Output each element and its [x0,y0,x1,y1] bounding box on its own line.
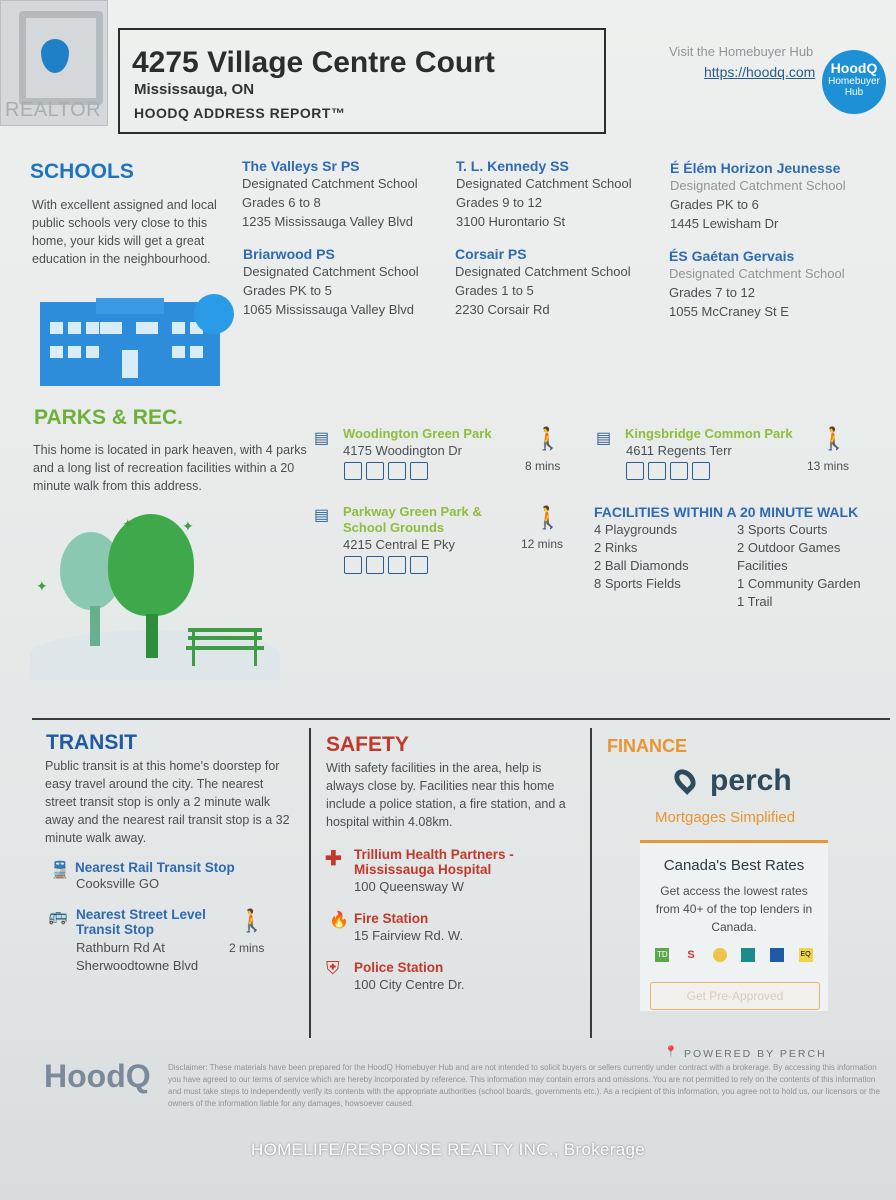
window [172,346,185,358]
school-type: Designated Catchment School [242,176,418,191]
school-card [242,158,442,231]
brokerage-watermark: HOMELIFE/RESPONSE REALTY INC., Brokerage [251,1140,645,1159]
door [122,350,138,378]
park-name: Woodington Green Park [343,426,492,441]
bus-icon: 🚌 [48,908,68,925]
school-building-illustration [40,302,220,386]
bird-icon: ✦ [182,518,194,534]
perch-tagline: Mortgages Simplified [655,809,796,826]
school-address: 1055 McCraney St E [669,304,789,319]
powered-by-perch: POWERED BY PERCH [684,1048,827,1060]
school-card [455,246,655,319]
park-amenity-icons [344,462,432,480]
window [68,322,81,334]
bird-icon: ✦ [36,578,48,594]
window [136,322,158,334]
school-card [243,246,443,319]
perch-pin-icon [670,765,700,795]
school-name: É Élém Horizon Jeunesse [670,160,841,176]
train-icon: 🚆 [50,862,70,879]
get-pre-approved-button[interactable]: Get Pre-Approved [650,982,820,1010]
walk-time: 8 mins [525,459,561,473]
facility-item: 2 Ball Diamonds [594,558,689,573]
lender-badge: EQ [799,948,813,962]
police-station-title: Police Station [354,960,444,975]
school-grades: Grades 6 to 8 [242,195,321,210]
playground-icon [344,462,362,480]
school-card [670,160,870,233]
park-name: Kingsbridge Common Park [625,426,793,441]
window [172,322,185,334]
school-name: ÉS Gaétan Gervais [669,248,795,264]
transit-blurb: Public transit is at this home's doorstep for easy travel around the city. The nearest street transit stop is only a 2 minute walk away and the nearest rail transit stop is a 32 minute walk away. [45,759,290,845]
school-address: 3100 Hurontario St [456,214,566,229]
facility-item: 8 Sports Fields [594,576,681,591]
sports-field-icon [366,556,384,574]
school-grades: Grades 1 to 5 [455,283,534,298]
tree-trunk [146,614,158,658]
rail-stop-title: Nearest Rail Transit Stop [75,860,235,875]
park-address: 4611 Regents Terr [626,443,732,458]
school-type: Designated Catchment School [243,264,419,279]
hoodq-badge-sub: Homebuyer Hub [828,76,880,98]
facility-item: Facilities [737,558,788,573]
window [86,346,99,358]
police-shield-icon: ⛨ [326,958,340,978]
street-stop-name: Rathburn Rd At [76,940,165,955]
bench-icon [410,556,428,574]
school-name: T. L. Kennedy SS [456,158,569,174]
playground-icon [344,556,362,574]
report-title: HOODQ ADDRESS REPORT™ [134,105,346,121]
school-grades: Grades 7 to 12 [669,285,755,300]
park-amenity-icons [626,462,714,480]
column-divider [309,728,311,1038]
location-pin-icon: 📍 [664,1046,678,1058]
walking-person-icon: 🚶 [534,505,562,530]
tree-trunk [90,606,100,646]
sports-field-icon [366,462,384,480]
park-address: 4175 Woodington Dr [343,443,463,458]
facilities-list-left [594,521,689,593]
lender-badges [648,948,820,962]
window [100,322,122,334]
hub-link[interactable]: https://hoodq.com [704,64,816,80]
lender-badge: S [687,949,695,961]
school-grades: Grades PK to 5 [243,283,332,298]
facility-item: 2 Outdoor Games [737,540,841,555]
facility-item: 3 Sports Courts [737,522,828,537]
award-badge-icon [194,294,234,334]
school-type: Designated Catchment School [455,264,631,279]
street-stop-name-line2: Sherwoodtowne Blvd [76,958,199,973]
finance-title: FINANCE [607,736,687,756]
hub-visit-text: Visit the Homebuyer Hub [669,44,814,59]
school-type: Designated Catchment School [669,266,845,281]
facility-item: 4 Playgrounds [594,522,678,537]
school-grades: Grades PK to 6 [670,197,759,212]
facility-item: 1 Trail [737,594,773,609]
school-grades: Grades 9 to 12 [456,195,542,210]
garden-icon [670,462,688,480]
park-name-line2: School Grounds [343,520,445,535]
facility-item: 1 Community Garden [737,576,861,591]
hospital-name-line2: Mississauga Hospital [354,862,492,877]
fire-station-title: Fire Station [354,911,429,926]
school-address: 2230 Corsair Rd [455,302,550,317]
playground-icon [626,462,644,480]
realtor-logo [0,0,108,126]
column-divider [590,728,592,1038]
bench-icon: ▤ [314,507,330,524]
parks-blurb: This home is located in park heaven, with 4 parks and a long list of recreation facilities within a 20 minute walk from this address. [33,443,307,493]
hoodq-footer-logo: HoodQ [44,1058,151,1094]
street-stop-title-line2: Transit Stop [76,922,155,937]
facilities-title: FACILITIES WITHIN A 20 MINUTE WALK [594,504,859,520]
safety-blurb: With safety facilities in the area, help is always close by. Facilities near this home include a police station, a fire station, and a hospital within 4.08km. [326,761,566,829]
street-stop-title: Nearest Street Level [76,907,206,922]
window [190,346,203,358]
walking-person-icon: 🚶 [820,426,848,451]
disclaimer-text: Disclaimer: These materials have been prepared for the HoodQ Homebuyer Hub and are not intended to solicit buyers or sellers currently under contract with a brokerage. By accessing this information you have agreed to our terms of service which are hereby incorporated by reference. This information may contain errors and omissions. You are not permitted to rely on the contents of this information and must take steps to independently verify its contents with the appropriate authorities (school boards, governments etc.). As a recipient of this information, you agree not to hold us, our licensors or the owners of the information liable for any damages, howsoever caused. [168,1063,880,1108]
parks-title: PARKS & REC. [34,406,183,429]
school-type: Designated Catchment School [670,178,846,193]
walking-person-icon: 🚶 [238,908,266,933]
walk-time: 2 mins [229,941,265,955]
walk-time: 13 mins [807,459,850,473]
tennis-icon [388,556,406,574]
hospital-cross-icon: ✚ [325,848,342,870]
schools-title: SCHOOLS [30,160,134,183]
walk-time: 12 mins [521,537,564,551]
school-name: The Valleys Sr PS [242,158,360,174]
perch-logo: perch [710,764,792,797]
school-name: Corsair PS [455,246,527,262]
window [86,322,99,334]
bench-icon [388,462,406,480]
realtor-logo-text: REALTOR [5,99,102,121]
bird-icon: ✦ [122,516,134,532]
school-card [669,248,869,321]
window [50,346,63,358]
property-address: 4275 Village Centre Court [132,46,495,79]
park-bench-icon [186,626,264,666]
hospital-name: Trillium Health Partners - [354,847,514,862]
perch-card-title: Canada's Best Rates [663,857,805,874]
lender-badge: TD [655,948,669,962]
bench-icon: ▤ [314,430,330,447]
skate-icon [648,462,666,480]
school-address: 1065 Mississauga Valley Blvd [243,302,415,317]
school-type: Designated Catchment School [456,176,632,191]
window [50,322,63,334]
perch-card-text: Get access the lowest rates from 40+ of the top lenders in Canada. [655,884,813,934]
school-address: 1235 Mississauga Valley Blvd [242,214,414,229]
school-card [456,158,656,231]
bench-icon: ▤ [596,430,612,447]
transit-title: TRANSIT [46,731,137,754]
fire-station-address: 15 Fairview Rd. W. [354,928,464,943]
hoodq-badge [822,50,886,114]
hoodq-badge-title: HoodQ [830,60,878,76]
school-name: Briarwood PS [243,246,335,262]
section-divider [32,718,890,720]
park-amenity-icons [344,556,432,574]
activity-icon [410,462,428,480]
schools-blurb: With excellent assigned and local public schools very close to this home, your kids will get a great education in the neighbourhood. [32,198,217,266]
police-station-address: 100 City Centre Dr. [354,977,465,992]
sports-field-icon [692,462,710,480]
school-address: 1445 Lewisham Dr [670,216,779,231]
safety-title: SAFETY [326,733,409,756]
rail-stop-name: Cooksville GO [76,876,160,891]
park-address: 4215 Central E Pky [343,537,456,552]
lender-badge [770,948,784,962]
lender-badge [741,948,755,962]
building-sign [96,298,164,314]
park-name: Parkway Green Park & [343,504,482,519]
flame-icon: 🔥 [329,912,349,929]
hospital-address: 100 Queensway W [354,879,464,894]
facility-item: 2 Rinks [594,540,638,555]
lender-badge [713,948,727,962]
facilities-list-right [737,521,861,611]
property-city: Mississauga, ON [134,81,255,98]
walking-person-icon: 🚶 [534,426,562,451]
window [68,346,81,358]
